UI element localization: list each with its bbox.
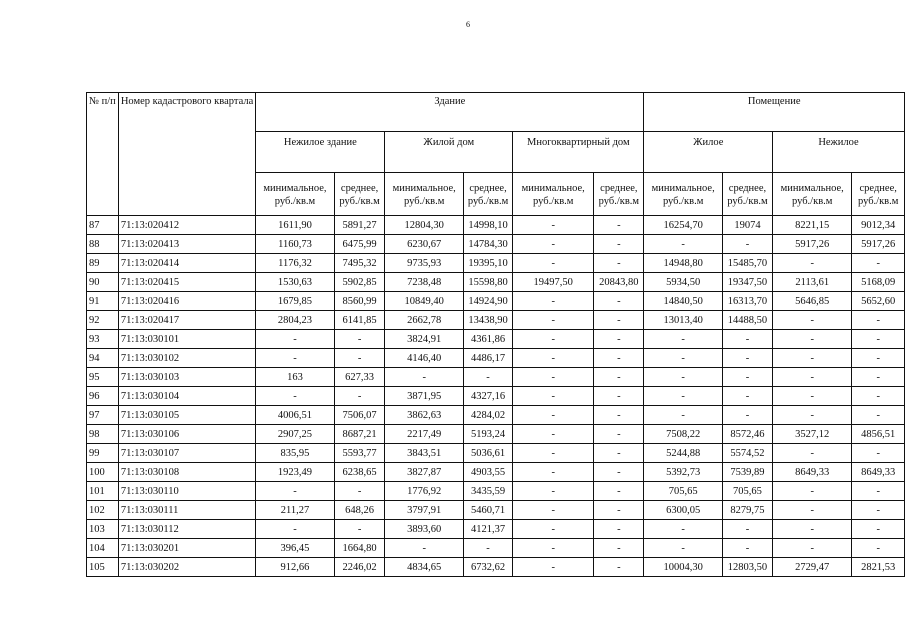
value-cell: - bbox=[256, 330, 334, 349]
header-premises: Помещение bbox=[644, 93, 905, 132]
value-cell: 8279,75 bbox=[722, 501, 772, 520]
value-cell: - bbox=[722, 520, 772, 539]
value-cell: 5646,85 bbox=[773, 292, 852, 311]
value-cell: 2246,02 bbox=[334, 558, 385, 577]
table-row bbox=[87, 235, 905, 254]
value-cell: - bbox=[463, 368, 512, 387]
value-cell: 4486,17 bbox=[463, 349, 512, 368]
cadastral-number-cell: 71:13:030106 bbox=[118, 425, 255, 444]
table-row bbox=[87, 387, 905, 406]
header-avg: среднее, руб./кв.м bbox=[594, 173, 644, 216]
value-cell: 4146,40 bbox=[385, 349, 463, 368]
cadastral-number-cell: 71:13:030102 bbox=[118, 349, 255, 368]
value-cell: 4327,16 bbox=[463, 387, 512, 406]
value-cell: - bbox=[773, 539, 852, 558]
value-cell: - bbox=[463, 539, 512, 558]
value-cell: 7238,48 bbox=[385, 273, 463, 292]
table-row bbox=[87, 539, 905, 558]
value-cell: - bbox=[513, 292, 594, 311]
value-cell: 2729,47 bbox=[773, 558, 852, 577]
value-cell: 627,33 bbox=[334, 368, 385, 387]
value-cell: - bbox=[773, 349, 852, 368]
value-cell: - bbox=[334, 330, 385, 349]
value-cell: - bbox=[594, 501, 644, 520]
value-cell: - bbox=[513, 311, 594, 330]
cadastral-number-cell: 71:13:030201 bbox=[118, 539, 255, 558]
value-cell: - bbox=[852, 311, 905, 330]
value-cell: 14784,30 bbox=[463, 235, 512, 254]
value-cell: 5902,85 bbox=[334, 273, 385, 292]
table-row bbox=[87, 501, 905, 520]
header-nonres-building: Нежилое здание bbox=[256, 132, 385, 173]
value-cell: 6238,65 bbox=[334, 463, 385, 482]
value-cell: - bbox=[256, 387, 334, 406]
value-cell: 705,65 bbox=[644, 482, 722, 501]
row-number-cell: 103 bbox=[87, 520, 119, 539]
value-cell: 5168,09 bbox=[852, 273, 905, 292]
header-avg: среднее, руб./кв.м bbox=[334, 173, 385, 216]
value-cell: 2113,61 bbox=[773, 273, 852, 292]
value-cell: - bbox=[334, 349, 385, 368]
row-number-cell: 104 bbox=[87, 539, 119, 558]
value-cell: - bbox=[722, 406, 772, 425]
row-number-cell: 89 bbox=[87, 254, 119, 273]
value-cell: - bbox=[513, 558, 594, 577]
value-cell: - bbox=[852, 387, 905, 406]
value-cell: 5036,61 bbox=[463, 444, 512, 463]
value-cell: 5917,26 bbox=[773, 235, 852, 254]
value-cell: - bbox=[256, 520, 334, 539]
value-cell: 5392,73 bbox=[644, 463, 722, 482]
value-cell: - bbox=[644, 520, 722, 539]
value-cell: - bbox=[334, 387, 385, 406]
value-cell: - bbox=[513, 387, 594, 406]
value-cell: 9735,93 bbox=[385, 254, 463, 273]
value-cell: - bbox=[513, 349, 594, 368]
value-cell: 14840,50 bbox=[644, 292, 722, 311]
value-cell: - bbox=[852, 501, 905, 520]
table-row bbox=[87, 349, 905, 368]
value-cell: - bbox=[722, 235, 772, 254]
header-min: минимальное, руб./кв.м bbox=[513, 173, 594, 216]
table-row bbox=[87, 292, 905, 311]
value-cell: 705,65 bbox=[722, 482, 772, 501]
value-cell: 6475,99 bbox=[334, 235, 385, 254]
value-cell: - bbox=[644, 539, 722, 558]
value-cell: - bbox=[773, 406, 852, 425]
value-cell: - bbox=[773, 387, 852, 406]
value-cell: 16313,70 bbox=[722, 292, 772, 311]
value-cell: 4903,55 bbox=[463, 463, 512, 482]
value-cell: - bbox=[513, 368, 594, 387]
value-cell: - bbox=[773, 501, 852, 520]
cadastral-number-cell: 71:13:020416 bbox=[118, 292, 255, 311]
value-cell: - bbox=[513, 444, 594, 463]
value-cell: 15485,70 bbox=[722, 254, 772, 273]
row-number-cell: 101 bbox=[87, 482, 119, 501]
value-cell: 3862,63 bbox=[385, 406, 463, 425]
row-number-cell: 96 bbox=[87, 387, 119, 406]
value-cell: - bbox=[513, 539, 594, 558]
value-cell: 6732,62 bbox=[463, 558, 512, 577]
cadastral-number-cell: 71:13:020412 bbox=[118, 216, 255, 235]
value-cell: - bbox=[852, 444, 905, 463]
value-cell: - bbox=[852, 349, 905, 368]
value-cell: - bbox=[513, 425, 594, 444]
row-number-cell: 88 bbox=[87, 235, 119, 254]
value-cell: 1611,90 bbox=[256, 216, 334, 235]
row-number-cell: 102 bbox=[87, 501, 119, 520]
header-avg: среднее, руб./кв.м bbox=[722, 173, 772, 216]
value-cell: - bbox=[594, 216, 644, 235]
table-row bbox=[87, 216, 905, 235]
value-cell: - bbox=[852, 520, 905, 539]
value-cell: 1679,85 bbox=[256, 292, 334, 311]
value-cell: 14998,10 bbox=[463, 216, 512, 235]
value-cell: - bbox=[852, 330, 905, 349]
header-min: минимальное, руб./кв.м bbox=[773, 173, 852, 216]
value-cell: - bbox=[513, 482, 594, 501]
value-cell: 6230,67 bbox=[385, 235, 463, 254]
value-cell: 4834,65 bbox=[385, 558, 463, 577]
value-cell: 163 bbox=[256, 368, 334, 387]
row-number-cell: 94 bbox=[87, 349, 119, 368]
value-cell: 6300,05 bbox=[644, 501, 722, 520]
row-number-cell: 91 bbox=[87, 292, 119, 311]
value-cell: 12804,30 bbox=[385, 216, 463, 235]
header-cadastral: Номер кадастрового квартала bbox=[118, 93, 255, 216]
table-row bbox=[87, 254, 905, 273]
value-cell: 19347,50 bbox=[722, 273, 772, 292]
value-cell: - bbox=[852, 482, 905, 501]
table-row bbox=[87, 558, 905, 577]
value-cell: - bbox=[644, 368, 722, 387]
value-cell: - bbox=[513, 254, 594, 273]
value-cell: 4006,51 bbox=[256, 406, 334, 425]
value-cell: 5193,24 bbox=[463, 425, 512, 444]
value-cell: 835,95 bbox=[256, 444, 334, 463]
value-cell: 3824,91 bbox=[385, 330, 463, 349]
value-cell: - bbox=[722, 349, 772, 368]
table-body bbox=[87, 216, 905, 577]
value-cell: - bbox=[513, 463, 594, 482]
value-cell: 396,45 bbox=[256, 539, 334, 558]
cadastral-number-cell: 71:13:030105 bbox=[118, 406, 255, 425]
cadastral-number-cell: 71:13:020417 bbox=[118, 311, 255, 330]
value-cell: 4856,51 bbox=[852, 425, 905, 444]
value-cell: - bbox=[513, 501, 594, 520]
value-cell: 1530,63 bbox=[256, 273, 334, 292]
header-building: Здание bbox=[256, 93, 644, 132]
value-cell: - bbox=[773, 311, 852, 330]
value-cell: 14924,90 bbox=[463, 292, 512, 311]
value-cell: 8649,33 bbox=[852, 463, 905, 482]
value-cell: - bbox=[644, 349, 722, 368]
header-nonresidential: Нежилое bbox=[773, 132, 905, 173]
row-number-cell: 93 bbox=[87, 330, 119, 349]
header-num: № п/п bbox=[87, 93, 119, 216]
cadastral-number-cell: 71:13:030108 bbox=[118, 463, 255, 482]
value-cell: 3871,95 bbox=[385, 387, 463, 406]
cadastral-number-cell: 71:13:020413 bbox=[118, 235, 255, 254]
table-row bbox=[87, 273, 905, 292]
value-cell: 5244,88 bbox=[644, 444, 722, 463]
value-cell: - bbox=[722, 539, 772, 558]
value-cell: 3893,60 bbox=[385, 520, 463, 539]
value-cell: 1664,80 bbox=[334, 539, 385, 558]
header-avg: среднее, руб./кв.м bbox=[463, 173, 512, 216]
cadastral-number-cell: 71:13:030107 bbox=[118, 444, 255, 463]
cadastral-number-cell: 71:13:030110 bbox=[118, 482, 255, 501]
header-house: Жилой дом bbox=[385, 132, 513, 173]
value-cell: 13438,90 bbox=[463, 311, 512, 330]
cadastral-value-table bbox=[86, 92, 905, 577]
value-cell: - bbox=[773, 330, 852, 349]
value-cell: 648,26 bbox=[334, 501, 385, 520]
value-cell: 8221,15 bbox=[773, 216, 852, 235]
value-cell: - bbox=[852, 406, 905, 425]
value-cell: - bbox=[594, 463, 644, 482]
value-cell: - bbox=[644, 406, 722, 425]
table-row bbox=[87, 311, 905, 330]
value-cell: 10849,40 bbox=[385, 292, 463, 311]
value-cell: - bbox=[594, 425, 644, 444]
value-cell: - bbox=[334, 482, 385, 501]
value-cell: 5460,71 bbox=[463, 501, 512, 520]
value-cell: 15598,80 bbox=[463, 273, 512, 292]
value-cell: 1160,73 bbox=[256, 235, 334, 254]
value-cell: 5593,77 bbox=[334, 444, 385, 463]
header-min: минимальное, руб./кв.м bbox=[385, 173, 463, 216]
value-cell: - bbox=[513, 235, 594, 254]
value-cell: - bbox=[773, 368, 852, 387]
value-cell: - bbox=[594, 539, 644, 558]
value-cell: 3827,87 bbox=[385, 463, 463, 482]
value-cell: 20843,80 bbox=[594, 273, 644, 292]
cadastral-number-cell: 71:13:030202 bbox=[118, 558, 255, 577]
value-cell: - bbox=[722, 330, 772, 349]
value-cell: - bbox=[644, 235, 722, 254]
value-cell: - bbox=[385, 368, 463, 387]
value-cell: 7506,07 bbox=[334, 406, 385, 425]
row-number-cell: 87 bbox=[87, 216, 119, 235]
value-cell: 2804,23 bbox=[256, 311, 334, 330]
value-cell: 912,66 bbox=[256, 558, 334, 577]
value-cell: - bbox=[594, 292, 644, 311]
value-cell: - bbox=[773, 444, 852, 463]
cadastral-number-cell: 71:13:020415 bbox=[118, 273, 255, 292]
value-cell: 8687,21 bbox=[334, 425, 385, 444]
table-row bbox=[87, 406, 905, 425]
value-cell: 2821,53 bbox=[852, 558, 905, 577]
value-cell: - bbox=[513, 406, 594, 425]
header-min: минимальное, руб./кв.м bbox=[644, 173, 722, 216]
row-number-cell: 92 bbox=[87, 311, 119, 330]
value-cell: - bbox=[594, 482, 644, 501]
value-cell: - bbox=[594, 406, 644, 425]
value-cell: - bbox=[722, 368, 772, 387]
value-cell: - bbox=[773, 482, 852, 501]
value-cell: 8560,99 bbox=[334, 292, 385, 311]
cadastral-number-cell: 71:13:020414 bbox=[118, 254, 255, 273]
value-cell: 7495,32 bbox=[334, 254, 385, 273]
header-min: минимальное, руб./кв.м bbox=[256, 173, 334, 216]
value-cell: 12803,50 bbox=[722, 558, 772, 577]
value-cell: 4284,02 bbox=[463, 406, 512, 425]
value-cell: - bbox=[594, 349, 644, 368]
value-cell: 7539,89 bbox=[722, 463, 772, 482]
value-cell: 10004,30 bbox=[644, 558, 722, 577]
row-number-cell: 105 bbox=[87, 558, 119, 577]
value-cell: - bbox=[644, 387, 722, 406]
value-cell: 1776,92 bbox=[385, 482, 463, 501]
row-number-cell: 99 bbox=[87, 444, 119, 463]
value-cell: - bbox=[513, 520, 594, 539]
value-cell: - bbox=[852, 368, 905, 387]
value-cell: - bbox=[594, 311, 644, 330]
value-cell: 14948,80 bbox=[644, 254, 722, 273]
value-cell: 19395,10 bbox=[463, 254, 512, 273]
value-cell: 2907,25 bbox=[256, 425, 334, 444]
value-cell: 19074 bbox=[722, 216, 772, 235]
value-cell: - bbox=[513, 216, 594, 235]
value-cell: 2662,78 bbox=[385, 311, 463, 330]
value-cell: 13013,40 bbox=[644, 311, 722, 330]
value-cell: - bbox=[256, 482, 334, 501]
page-number: 6 bbox=[466, 20, 470, 29]
header-avg: среднее, руб./кв.м bbox=[852, 173, 905, 216]
table-row bbox=[87, 330, 905, 349]
value-cell: 211,27 bbox=[256, 501, 334, 520]
value-cell: 5934,50 bbox=[644, 273, 722, 292]
value-cell: - bbox=[334, 520, 385, 539]
header-residential: Жилое bbox=[644, 132, 773, 173]
value-cell: - bbox=[385, 539, 463, 558]
value-cell: - bbox=[594, 254, 644, 273]
cadastral-number-cell: 71:13:030104 bbox=[118, 387, 255, 406]
value-cell: - bbox=[594, 444, 644, 463]
value-cell: 14488,50 bbox=[722, 311, 772, 330]
table-row bbox=[87, 368, 905, 387]
value-cell: 3435,59 bbox=[463, 482, 512, 501]
value-cell: - bbox=[773, 520, 852, 539]
table-row bbox=[87, 520, 905, 539]
value-cell: - bbox=[594, 558, 644, 577]
row-number-cell: 98 bbox=[87, 425, 119, 444]
value-cell: 4361,86 bbox=[463, 330, 512, 349]
row-number-cell: 100 bbox=[87, 463, 119, 482]
row-number-cell: 95 bbox=[87, 368, 119, 387]
value-cell: 6141,85 bbox=[334, 311, 385, 330]
value-cell: - bbox=[594, 520, 644, 539]
row-number-cell: 90 bbox=[87, 273, 119, 292]
value-cell: - bbox=[594, 368, 644, 387]
value-cell: 1923,49 bbox=[256, 463, 334, 482]
cadastral-number-cell: 71:13:030101 bbox=[118, 330, 255, 349]
value-cell: 9012,34 bbox=[852, 216, 905, 235]
value-cell: - bbox=[594, 235, 644, 254]
cadastral-number-cell: 71:13:030103 bbox=[118, 368, 255, 387]
value-cell: - bbox=[594, 387, 644, 406]
value-cell: 4121,37 bbox=[463, 520, 512, 539]
value-cell: 8649,33 bbox=[773, 463, 852, 482]
value-cell: - bbox=[773, 254, 852, 273]
value-cell: 16254,70 bbox=[644, 216, 722, 235]
value-cell: - bbox=[852, 254, 905, 273]
value-cell: 5891,27 bbox=[334, 216, 385, 235]
value-cell: - bbox=[594, 330, 644, 349]
value-cell: - bbox=[513, 330, 594, 349]
value-cell: 7508,22 bbox=[644, 425, 722, 444]
value-cell: 5652,60 bbox=[852, 292, 905, 311]
table-row bbox=[87, 463, 905, 482]
table-row bbox=[87, 482, 905, 501]
cadastral-number-cell: 71:13:030112 bbox=[118, 520, 255, 539]
value-cell: 3843,51 bbox=[385, 444, 463, 463]
table-row bbox=[87, 444, 905, 463]
cadastral-number-cell: 71:13:030111 bbox=[118, 501, 255, 520]
value-cell: 3527,12 bbox=[773, 425, 852, 444]
value-cell: 19497,50 bbox=[513, 273, 594, 292]
value-cell: 1176,32 bbox=[256, 254, 334, 273]
value-cell: 8572,46 bbox=[722, 425, 772, 444]
value-cell: 5917,26 bbox=[852, 235, 905, 254]
value-cell: 2217,49 bbox=[385, 425, 463, 444]
value-cell: 3797,91 bbox=[385, 501, 463, 520]
value-cell: 5574,52 bbox=[722, 444, 772, 463]
table-row bbox=[87, 425, 905, 444]
value-cell: - bbox=[644, 330, 722, 349]
value-cell: - bbox=[722, 387, 772, 406]
row-number-cell: 97 bbox=[87, 406, 119, 425]
value-cell: - bbox=[852, 539, 905, 558]
value-cell: - bbox=[256, 349, 334, 368]
header-apartment: Многоквартирный дом bbox=[513, 132, 644, 173]
